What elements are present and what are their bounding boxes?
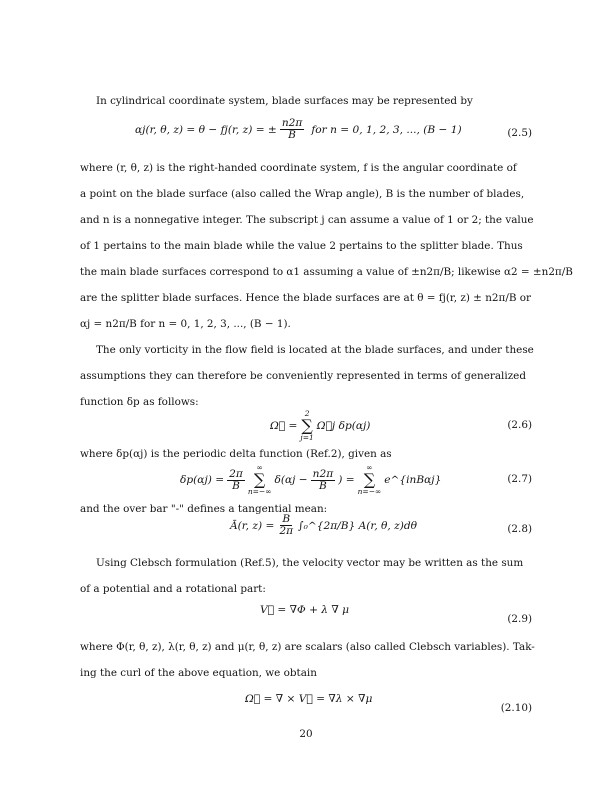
text-line: where δp(αj) is the periodic delta function (Ref.2), given as	[80, 448, 392, 460]
equation-2-9	[80, 604, 532, 634]
eq27-fraction	[227, 469, 245, 492]
eq27-sum1-bot: n=−∞	[247, 487, 272, 496]
eq26-sum	[300, 410, 313, 442]
eq27-den: B	[232, 479, 240, 492]
text-line: where Φ(r, θ, z), λ(r, θ, z) and μ(r, θ, z) are scalars (also called Clebsch variables). Tak-	[80, 641, 535, 653]
text-line: αj = n2π/B for n = 0, 1, 2, 3, ..., (B − 1).	[80, 318, 291, 330]
eq27-sum1-top: ∞	[256, 463, 263, 472]
text-line: a point on the blade surface (also called the Wrap angle), B is the number of blades,	[80, 188, 525, 200]
text-line: of 1 pertains to the main blade while the value 2 pertains to the splitter blade. Thus	[80, 240, 523, 252]
eq27-sum2-bot: n=−∞	[357, 487, 382, 496]
text-line: and the over bar "-" defines a tangential mean:	[80, 503, 328, 515]
eq27-sum1	[248, 464, 272, 496]
eq25-num: n2π	[281, 117, 303, 129]
eq27-fraction2	[311, 469, 336, 492]
eq210-number: (2.10)	[500, 702, 532, 714]
eq25-fraction	[280, 118, 305, 141]
text-line: Using Clebsch formulation (Ref.5), the velocity vector may be written as the sum	[96, 557, 524, 569]
text-line: ing the curl of the above equation, we obtain	[80, 667, 317, 679]
text-line: and n is a nonnegative integer. The subscript j can assume a value of 1 or 2; the value	[80, 214, 534, 226]
eq27-rhs: e^{inBαj}	[384, 474, 442, 486]
eq27-mid: δ(αj −	[274, 474, 308, 486]
text-line: of a potential and a rotational part:	[80, 583, 266, 595]
eq26-number: (2.6)	[507, 419, 532, 431]
eq27-sum2-top: ∞	[366, 463, 373, 472]
sum-icon: ∑	[253, 470, 266, 489]
equation-2-5	[80, 118, 532, 148]
eq27-num2: n2π	[312, 467, 334, 480]
eq27-num: 2π	[229, 467, 243, 480]
eq27-lhs: δp(αj) =	[180, 474, 225, 486]
text-line: the main blade surfaces correspond to α1 assuming a value of ±n2π/B; likewise α2 = ±n2π/B	[80, 266, 573, 278]
equation-2-10	[80, 693, 532, 723]
eq25-den: B	[288, 129, 296, 141]
eq28-number: (2.8)	[507, 523, 532, 535]
eq26-sum-top: 2	[304, 409, 310, 418]
eq26-sum-bot: j=1	[300, 433, 314, 442]
eq28-den: 2π	[279, 525, 294, 537]
eq27-sum2	[358, 464, 382, 496]
equation-2-8	[80, 514, 532, 548]
eq27-den2: B	[319, 479, 327, 492]
equation-2-6	[80, 410, 532, 444]
eq26-lhs: Ω⃗ =	[270, 420, 298, 432]
eq29-number: (2.9)	[507, 613, 532, 625]
text-line: function δp as follows:	[80, 396, 199, 408]
eq25-lhs: αj(r, θ, z) = θ − fj(r, z) = ±	[135, 123, 277, 136]
eq26-rhs: Ω⃗j δp(αj)	[316, 420, 371, 432]
eq28-fraction	[277, 514, 295, 537]
eq27-number: (2.7)	[507, 473, 532, 485]
eq28-integral: ∫₀^{2π/B} A(r, θ, z)dθ	[298, 519, 418, 532]
page-number: 20	[299, 728, 313, 740]
sum-icon: ∑	[301, 416, 313, 435]
sum-icon: ∑	[363, 470, 376, 489]
eq28-num: B	[282, 513, 291, 525]
text-line: The only vorticity in the flow field is located at the blade surfaces, and under these	[96, 344, 534, 356]
text-line: where (r, θ, z) is the right-handed coordinate system, f is the angular coordinate of	[80, 162, 517, 174]
text-line: assumptions they can therefore be conveniently represented in terms of generalized	[80, 370, 526, 382]
eq27-close: ) =	[338, 474, 355, 486]
paragraph-intro: In cylindrical coordinate system, blade surfaces may be represented by	[96, 95, 473, 107]
eq29-body: V⃗ = ∇Φ + λ ∇ μ	[260, 604, 350, 616]
eq25-number: (2.5)	[507, 127, 532, 139]
eq25-rhs: for n = 0, 1, 2, 3, ..., (B − 1)	[311, 123, 462, 136]
eq28-lhs: Ā(r, z) =	[230, 519, 275, 532]
text-line: are the splitter blade surfaces. Hence the blade surfaces are at θ = fj(r, z) ± n2π/B or	[80, 292, 531, 304]
equation-2-7	[80, 464, 532, 498]
eq210-body: Ω⃗ = ∇ × V⃗ = ∇λ × ∇μ	[245, 693, 373, 705]
